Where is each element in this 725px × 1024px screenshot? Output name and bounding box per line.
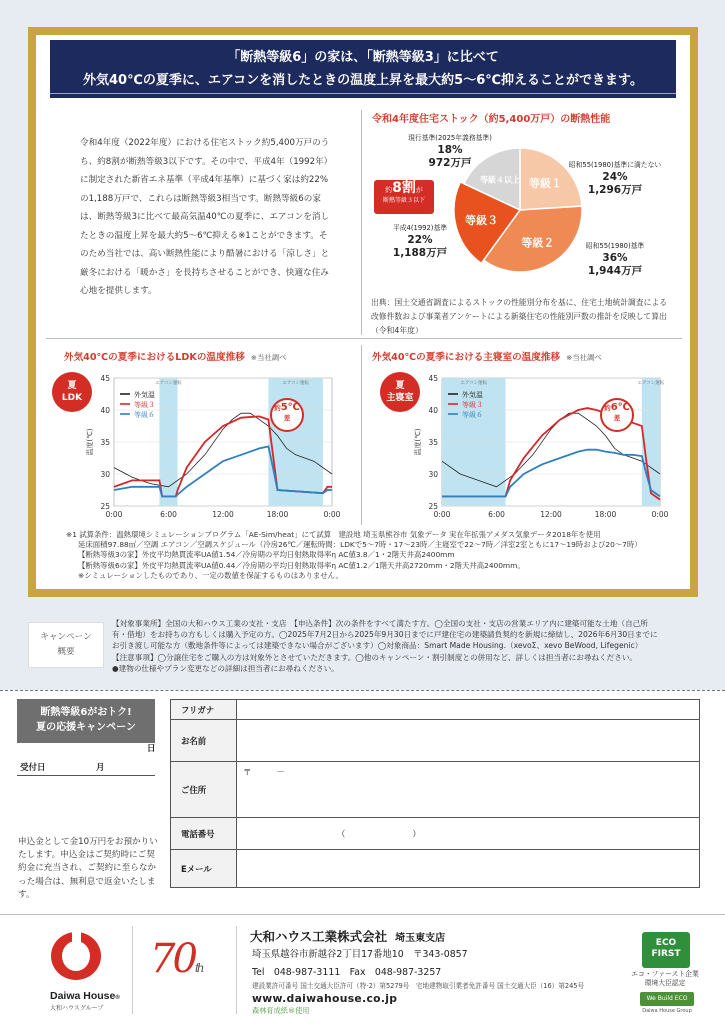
- anniversary-logo: 70th: [150, 936, 202, 982]
- eco-first-text: エコ・ファースト企業 環境大臣認定: [631, 970, 699, 987]
- ac-band-label: エアコン運転: [155, 381, 182, 386]
- company-name: 大和ハウス工業株式会社 埼玉東支店: [250, 929, 446, 944]
- address-label: ご住所: [171, 762, 237, 818]
- phone-label: 電話番号: [171, 818, 237, 850]
- x-tick-label: 6:00: [488, 510, 505, 519]
- phone-field[interactable]: [237, 818, 700, 850]
- y-tick-label: 30: [100, 470, 110, 479]
- bedroom-line-chart: [410, 370, 680, 520]
- date-underline: [17, 775, 155, 776]
- ldk-season-circle: 夏 LDK: [52, 372, 92, 412]
- x-tick-label: 18:00: [594, 510, 617, 519]
- ac-band-label: エアコン運転: [460, 381, 488, 386]
- y-tick-label: 40: [428, 406, 438, 415]
- brand-name: Daiwa House®: [50, 990, 120, 1002]
- ldk-chart-title: 外気40℃の夏季におけるLDKの温度推移 ※当社調べ: [64, 352, 287, 363]
- we-build-eco-sub: Daiwa House Group: [642, 1008, 692, 1014]
- reception-date-label: 受付日: [20, 763, 46, 773]
- eco-first-logo-icon: ECO FIRST: [642, 932, 690, 968]
- company-phone: Tel 048-987-3111 Fax 048-987-3257: [252, 967, 442, 978]
- x-tick-label: 0:00: [651, 510, 669, 519]
- pie-label-grade2: 昭和55(1980)基準 36% 1,944万戸: [585, 242, 645, 277]
- ldk-diff-callout: 約5℃ 差: [270, 398, 304, 432]
- postal-mark: 〒 －: [243, 767, 285, 777]
- bedroom-season-circle: 夏 主寝室: [380, 372, 420, 412]
- y-tick-label: 35: [428, 438, 438, 447]
- address-field[interactable]: [237, 762, 700, 818]
- email-field[interactable]: [237, 850, 700, 888]
- y-tick-label: 45: [100, 374, 110, 383]
- pie-label-grade1: 昭和55(1980)基準に満たない 24% 1,296万戸: [568, 161, 662, 196]
- intro-paragraph: 令和4年度（2022年度）における住宅ストック約5,400万戸のうち、約8割が断熱等級3以下です。その中で、平成4年（1992年）に制定された新省エネ基準（平成4年基準）に基づく家は約22%の1,188万戸で、これらは断熱等級3相当です。断熱等級6の家は、断熱等級3に比べて最高気温40℃の夏季に、エアコンを消したときの温度上昇を最大約5～6℃抑える※1ことができます。そのため当社では、高い断熱性能により酷暑における「涼しさ」と厳冬における「暖かさ」を長持ちさせることができ、快適な住み心地を提供します。: [80, 138, 333, 296]
- campaign-text: 【対象事業所】全国の大和ハウス工業の支社・支店 【申込条件】次の条件をすべて満たす方。◯全国の支社・支店の営業エリア内に建築可能な土地（自己所 有・借地）をお持ちの方もしくは購入予定の方。◯2025年7月2日から2025年9月30日までに戸建住宅の建築請負契約を新規に締結し、2026年6月30日までに お引き渡し可能な方（敷地条件等によっては建築できない場合がございます）◯対象商品：Smart Made Housing.（xevoΣ、xevo BeWood, Lifegenic） 【注意事項】◯分譲住宅をご購入の方は対象外とさせていただきます。◯他のキャンペーン・割引制度との併用など、詳しくは担当者にお尋ねください。 ●建物の仕様やプラン変更などの詳細は担当者にお尋ねください。: [112, 619, 658, 673]
- eighty-percent-badge: 約8割が 断熱等級３以下: [374, 180, 434, 214]
- company-address: 埼玉県越谷市新越谷2丁目17番地10 〒343-0857: [252, 949, 468, 960]
- headline-line-1: 「断熱等級6」の家は、「断熱等級3」に比べて: [227, 50, 499, 65]
- pie-slice-label: 等級２: [521, 236, 555, 250]
- day-label: 日: [147, 744, 156, 754]
- ac-band-label: エアコン運転: [637, 381, 665, 386]
- bedroom-diff-callout: 約6℃ 差: [600, 398, 634, 432]
- y-axis-label: 温度(℃): [86, 428, 94, 456]
- stock-title: 令和4年度住宅ストック（約5,400万戸）の断熱性能: [372, 114, 611, 125]
- divider-vertical: [361, 110, 362, 335]
- x-tick-label: 18:00: [266, 510, 289, 519]
- pie-label-grade4: 現行基準(2025年義務基準) 18% 972万戸: [408, 134, 492, 169]
- y-tick-label: 40: [100, 406, 110, 415]
- stock-source: 出典：国土交通省調査によるストックの性能別分布を基に、住宅土地統計調査による改修件数および事業者アンケートによる新築住宅の性能別戸数の推計を反映して算出（令和4年度）: [371, 298, 668, 335]
- ac-band-label: エアコン運転: [282, 381, 310, 386]
- daiwa-house-logo-icon: [48, 928, 104, 988]
- furigana-field[interactable]: [237, 700, 700, 720]
- headline-line-2: 外気40℃の夏季に、エアコンを消したときの温度上昇を最大約5～6℃抑えることができます。: [83, 73, 643, 88]
- legend-label: 等級６: [462, 411, 483, 419]
- pie-slice-label: 等級３: [465, 213, 499, 227]
- application-form: [170, 699, 700, 888]
- y-tick-label: 25: [100, 502, 110, 511]
- y-tick-label: 30: [428, 470, 438, 479]
- headline-banner: [50, 40, 676, 98]
- x-tick-label: 12:00: [540, 510, 562, 519]
- we-build-eco-logo-icon: We Build ECO: [640, 992, 694, 1006]
- legend-label: 等級３: [134, 401, 155, 409]
- cut-line: [0, 690, 725, 691]
- ldk-line-chart: [82, 370, 352, 520]
- y-tick-label: 45: [428, 374, 438, 383]
- legend-label: 外気温: [134, 391, 155, 399]
- website-link[interactable]: www.daiwahouse.co.jp: [252, 992, 398, 1005]
- pie-slice-label: 等級４以上: [480, 175, 521, 185]
- paper-note: 森林育成紙®使用: [252, 1006, 310, 1015]
- bedroom-chart-title: 外気40℃の夏季における主寝室の温度推移 ※当社調べ: [372, 352, 602, 363]
- divider-horizontal: [46, 338, 682, 339]
- campaign-summary-box: キャンペーン 概要: [28, 622, 104, 668]
- pie-slice-label: 等級１: [528, 176, 562, 190]
- x-tick-label: 6:00: [160, 510, 177, 519]
- footer-divider-2: [236, 926, 237, 1014]
- pie-label-grade3: 平成4(1992)基準 22% 1,188万戸: [392, 224, 448, 259]
- y-tick-label: 35: [100, 438, 110, 447]
- y-tick-label: 25: [428, 502, 438, 511]
- license-info: 建設業許可番号 国土交通大臣許可（特-2）第5279号 宅地建物取引業者免許番号 国土交通大臣（16）第245号: [252, 982, 585, 990]
- y-axis-label: 温度(℃): [414, 428, 422, 456]
- email-label: Eメール: [171, 850, 237, 888]
- deposit-notice: 申込金として金10万円をお預かりいたします。申込金はご契約時にご契約金に充当され、ご契約に至らなかった場合は、無利息で返金いたします。: [18, 837, 158, 900]
- legend-label: 等級６: [134, 411, 155, 419]
- footer-divider: [132, 926, 133, 1014]
- legend-label: 等級３: [462, 401, 483, 409]
- campaign-form-title: 断熱等級6がおトク! 夏の応援キャンペーン: [17, 699, 155, 743]
- furigana-label: フリガナ: [171, 700, 237, 720]
- name-field[interactable]: [237, 720, 700, 762]
- phone-parentheses: （ ）: [337, 828, 421, 839]
- simulation-footnote: ※1 試算条件：温熱環境シミュレーションプログラム「AE-Sim/heat」にて試算 建設地 埼玉県熊谷市 気象データ 実在年拡張アメダス気象データ2018年を使用 延床面積97.88㎡／空調 エアコン／空調スケジュール（冷房26℃／運転時間：LDKで5～7時・17～23時／主寝室で22～7時／洋室2室ともに17～19時および20～7時） 【断熱等級3の家】外皮平均熱貫流率UA値1.54／冷房期の平均日射熱取得率η AC値3.8／1・2階天井高2400mm 【断熱等級6の家】外皮平均熱貫流率UA値0.44／冷房期の平均日射熱取得率η AC値1.2／1階天井高2720mm・2階天井高2400mm。 ※シミュレーションしたものであり、一定の数値を保証するものはありません。: [66, 530, 642, 580]
- month-label: 月: [96, 763, 105, 773]
- name-label: お名前: [171, 720, 237, 762]
- legend-label: 外気温: [462, 391, 483, 399]
- x-tick-label: 0:00: [105, 510, 123, 519]
- x-tick-label: 12:00: [212, 510, 234, 519]
- divider-vertical-charts: [361, 345, 362, 525]
- group-name: 大和ハウスグループ: [50, 1005, 104, 1012]
- x-tick-label: 0:00: [433, 510, 451, 519]
- x-tick-label: 0:00: [323, 510, 341, 519]
